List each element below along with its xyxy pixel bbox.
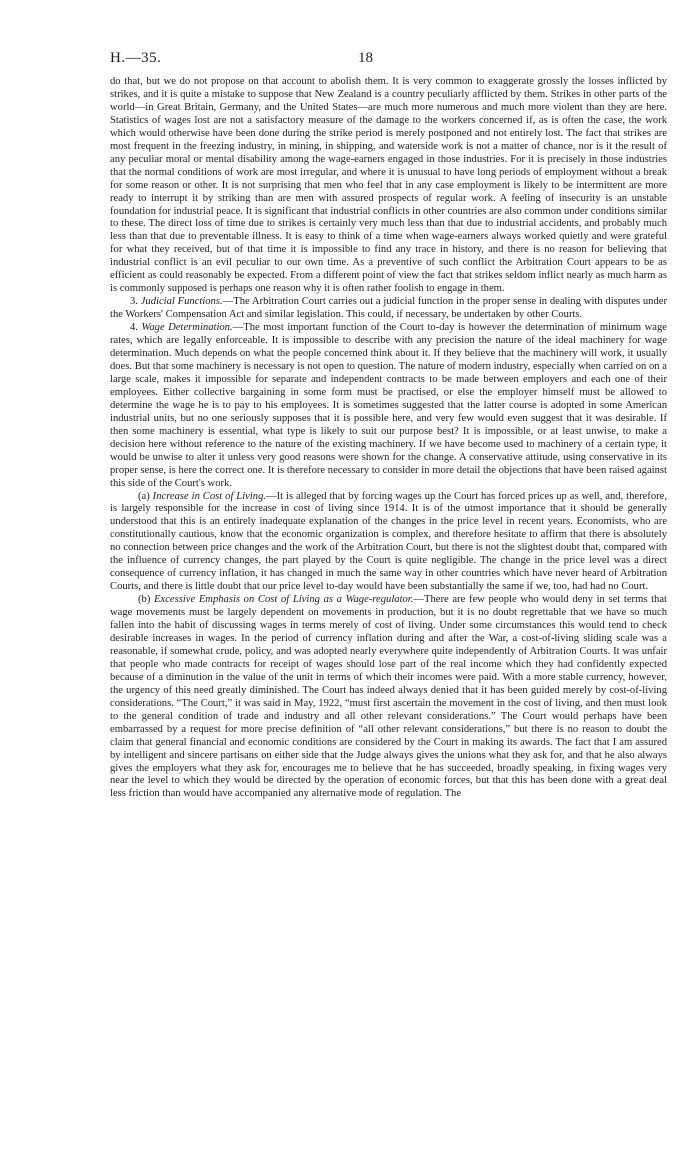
subsection-heading: Excessive Emphasis on Cost of Living as a Wage-regulator. [154, 594, 414, 606]
page-number: 18 [358, 50, 373, 66]
section-heading: Wage Determination. [141, 322, 233, 334]
subsection-label: (b) [138, 594, 155, 606]
subsection-heading: Increase in Cost of Living. [152, 490, 267, 502]
section-number: 4. [130, 322, 142, 334]
paragraph-judicial-functions: 3. Judicial Functions.—The Arbitration Court carries out a judicial function in the proper sense in dealing with disputes under the Workers' Compensation Act and similar legislation. This could, if necessary, be undertaken by other Courts. [110, 296, 668, 321]
paragraph-cost-of-living: (a) Increase in Cost of Living.—It is alleged that by forcing wages up the Court has forced prices up as well, and, therefore, is largely responsible for the increase in cost of living since 1914. It is of the utmost importance that it should be generally understood that this is an entirely inadequate explanation of the changes in the price level in recent years. Economists, who are constitutionally cautious, know that the economic organization is complex, and therefore hesitate to affirm that there is absolutely no connection between price changes and the work of the Arbitration Court, but there is not the slightest doubt that, compared with the influence of currency changes, the part played by the Court is quite negligible. The change in the price level was a direct consequence of currency inflation, it has changed in much the same way in other countries which have never heard of Arbitration Courts, and there is little doubt that our price level to-day would have been substantially the same if we, too, had had no Court. [110, 490, 668, 593]
body-text [110, 76, 667, 801]
page-header [110, 50, 667, 70]
paragraph-strikes: do that, but we do not propose on that account to abolish them. It is very common to exaggerate grossly the losses inflicted by strikes, and it is quite a mistake to suppose that New Zealand is a country peculiarly afflicted by them. Strikes in other parts of the world—in Great Britain, Germany, and the United States—are much more numerous and much more violent than they are here. Statistics of wages lost are not a satisfactory measure of the damage to the workers concerned if, as is often the case, the work which would otherwise have been done during the strike period is merely postponed and not entirely lost. The fact that strikes are most frequent in the freezing industry, in mining, in shipping, and waterside work is not a matter of chance, nor is it the result of any peculiar moral or mental disability among the wage-earners engaged in those industries. For it is precisely in those industries that the normal conditions of work are most irregular, and where it is unusual to have long periods of employment without a break for some reason or other. It is not surprising that men who feel that in any case employment is likely to be intermittent are more ready to interrupt it by striking than are men with assured prospects of regular work. A feeling of insecurity is an unstable foundation for industrial peace. It is significant that industrial conflicts in other countries are also common under conditions similar to these. The direct loss of time due to strikes is certainly very much less than that due to industrial accidents, and probably much less than that due to preventable illness. It is easy to think of a time when wage-earners always worked quietly and were grateful for what they received, but of that time it is impossible to find any trace in history, and there is no reason for believing that industrial conflict is an evil peculiar to our own time. As a preventive of such conflict the Arbitration Court appears to be as efficient as could reasonably be expected. From a different point of view the fact that strikes seldom inflict nearly as much harm as is commonly supposed is perhaps one reason why it is often rather foolish to engage in them. [110, 76, 667, 295]
subsection-label: (a) [138, 490, 153, 502]
section-heading: Judicial Functions. [140, 296, 223, 308]
document-reference: H.—35. [110, 50, 162, 66]
paragraph-wage-regulator: (b) Excessive Emphasis on Cost of Living as a Wage-regulator.—There are few people who would deny in set terms that wage movements must be largely dependent on movements in production, but it is no doubt regrettable that we have so much fallen into the habit of discussing wages in terms merely of cost of living. Under some circumstances this would tend to check desirable increases in wages. In the period of currency inflation during and after the War, a cost-of-living sliding scale was a reasonable, if somewhat crude, policy, and was adopted nearly everywhere quite independently of Arbitration Courts. It was unfair that people who made contracts for receipt of wages should lose part of the real income which they had confidently expected because of a diminution in the value of the unit in terms of which their incomes were paid. With a more stable currency, however, the urgency of this need greatly diminished. The Court has indeed always denied that it has been guided merely by cost-of-living considerations. “The Court,” it was said in May, 1922, “must first ascertain the movement in the cost of living, and then must look to the general condition of trade and industry and all other relevant considerations.” The Court would perhaps have been embarrassed by a request for more precise definition of “all other relevant considerations,” but there is no reason to doubt the claim that general financial and economic conditions are considered by the Court in making its awards. The fact that I am assured by intelligent and sincere partisans on either side that the Judge always gives the unions what they ask for, and that he also always gives the employers what they ask for, encourages me to believe that he has succeeded, broadly speaking, in fixing wages very near the level to which they would be directed by the operation of economic forces, but that this has been done with a great deal less friction than would have accompanied any alternative mode of regulation. The [110, 594, 667, 800]
section-number: 3. [130, 296, 141, 308]
paragraph-wage-determination: 4. Wage Determination.—The most important function of the Court to-day is however the determination of minimum wage rates, which are legally enforceable. It is impossible to describe with any precision the nature of the ideal machinery for wage determination. Much depends on what the people concerned think about it. If they believe that the machinery will work, it usually does. But that some machinery is necessary is not open to question. The nature of modern industry, especially when carried on on a large scale, makes it impossible for separate and independent contracts to be made between employers and each one of their employees. Either collective bargaining in some form must be practised, or else the employer himself must be allowed to determine the wage he is to pay to his employees. It is sometimes suggested that the latter course is adopted in some American industrial units, but no one seriously supposes that it is possible here, and very few would even suggest that it was desirable. If then some machinery is essential, what type is likely to suit our purpose best? It is impossible, or at least unwise, to make a decision here without reference to the nature of the existing machinery. If we have become used to machinery of a certain type, it would be unwise to alter it unless very good reasons were shown for the change. A conservative attitude, using conservative in its proper sense, is here the correct one. It is therefore necessary to consider in more detail the objections that have been raised against this side of the Court's work. [110, 322, 668, 489]
